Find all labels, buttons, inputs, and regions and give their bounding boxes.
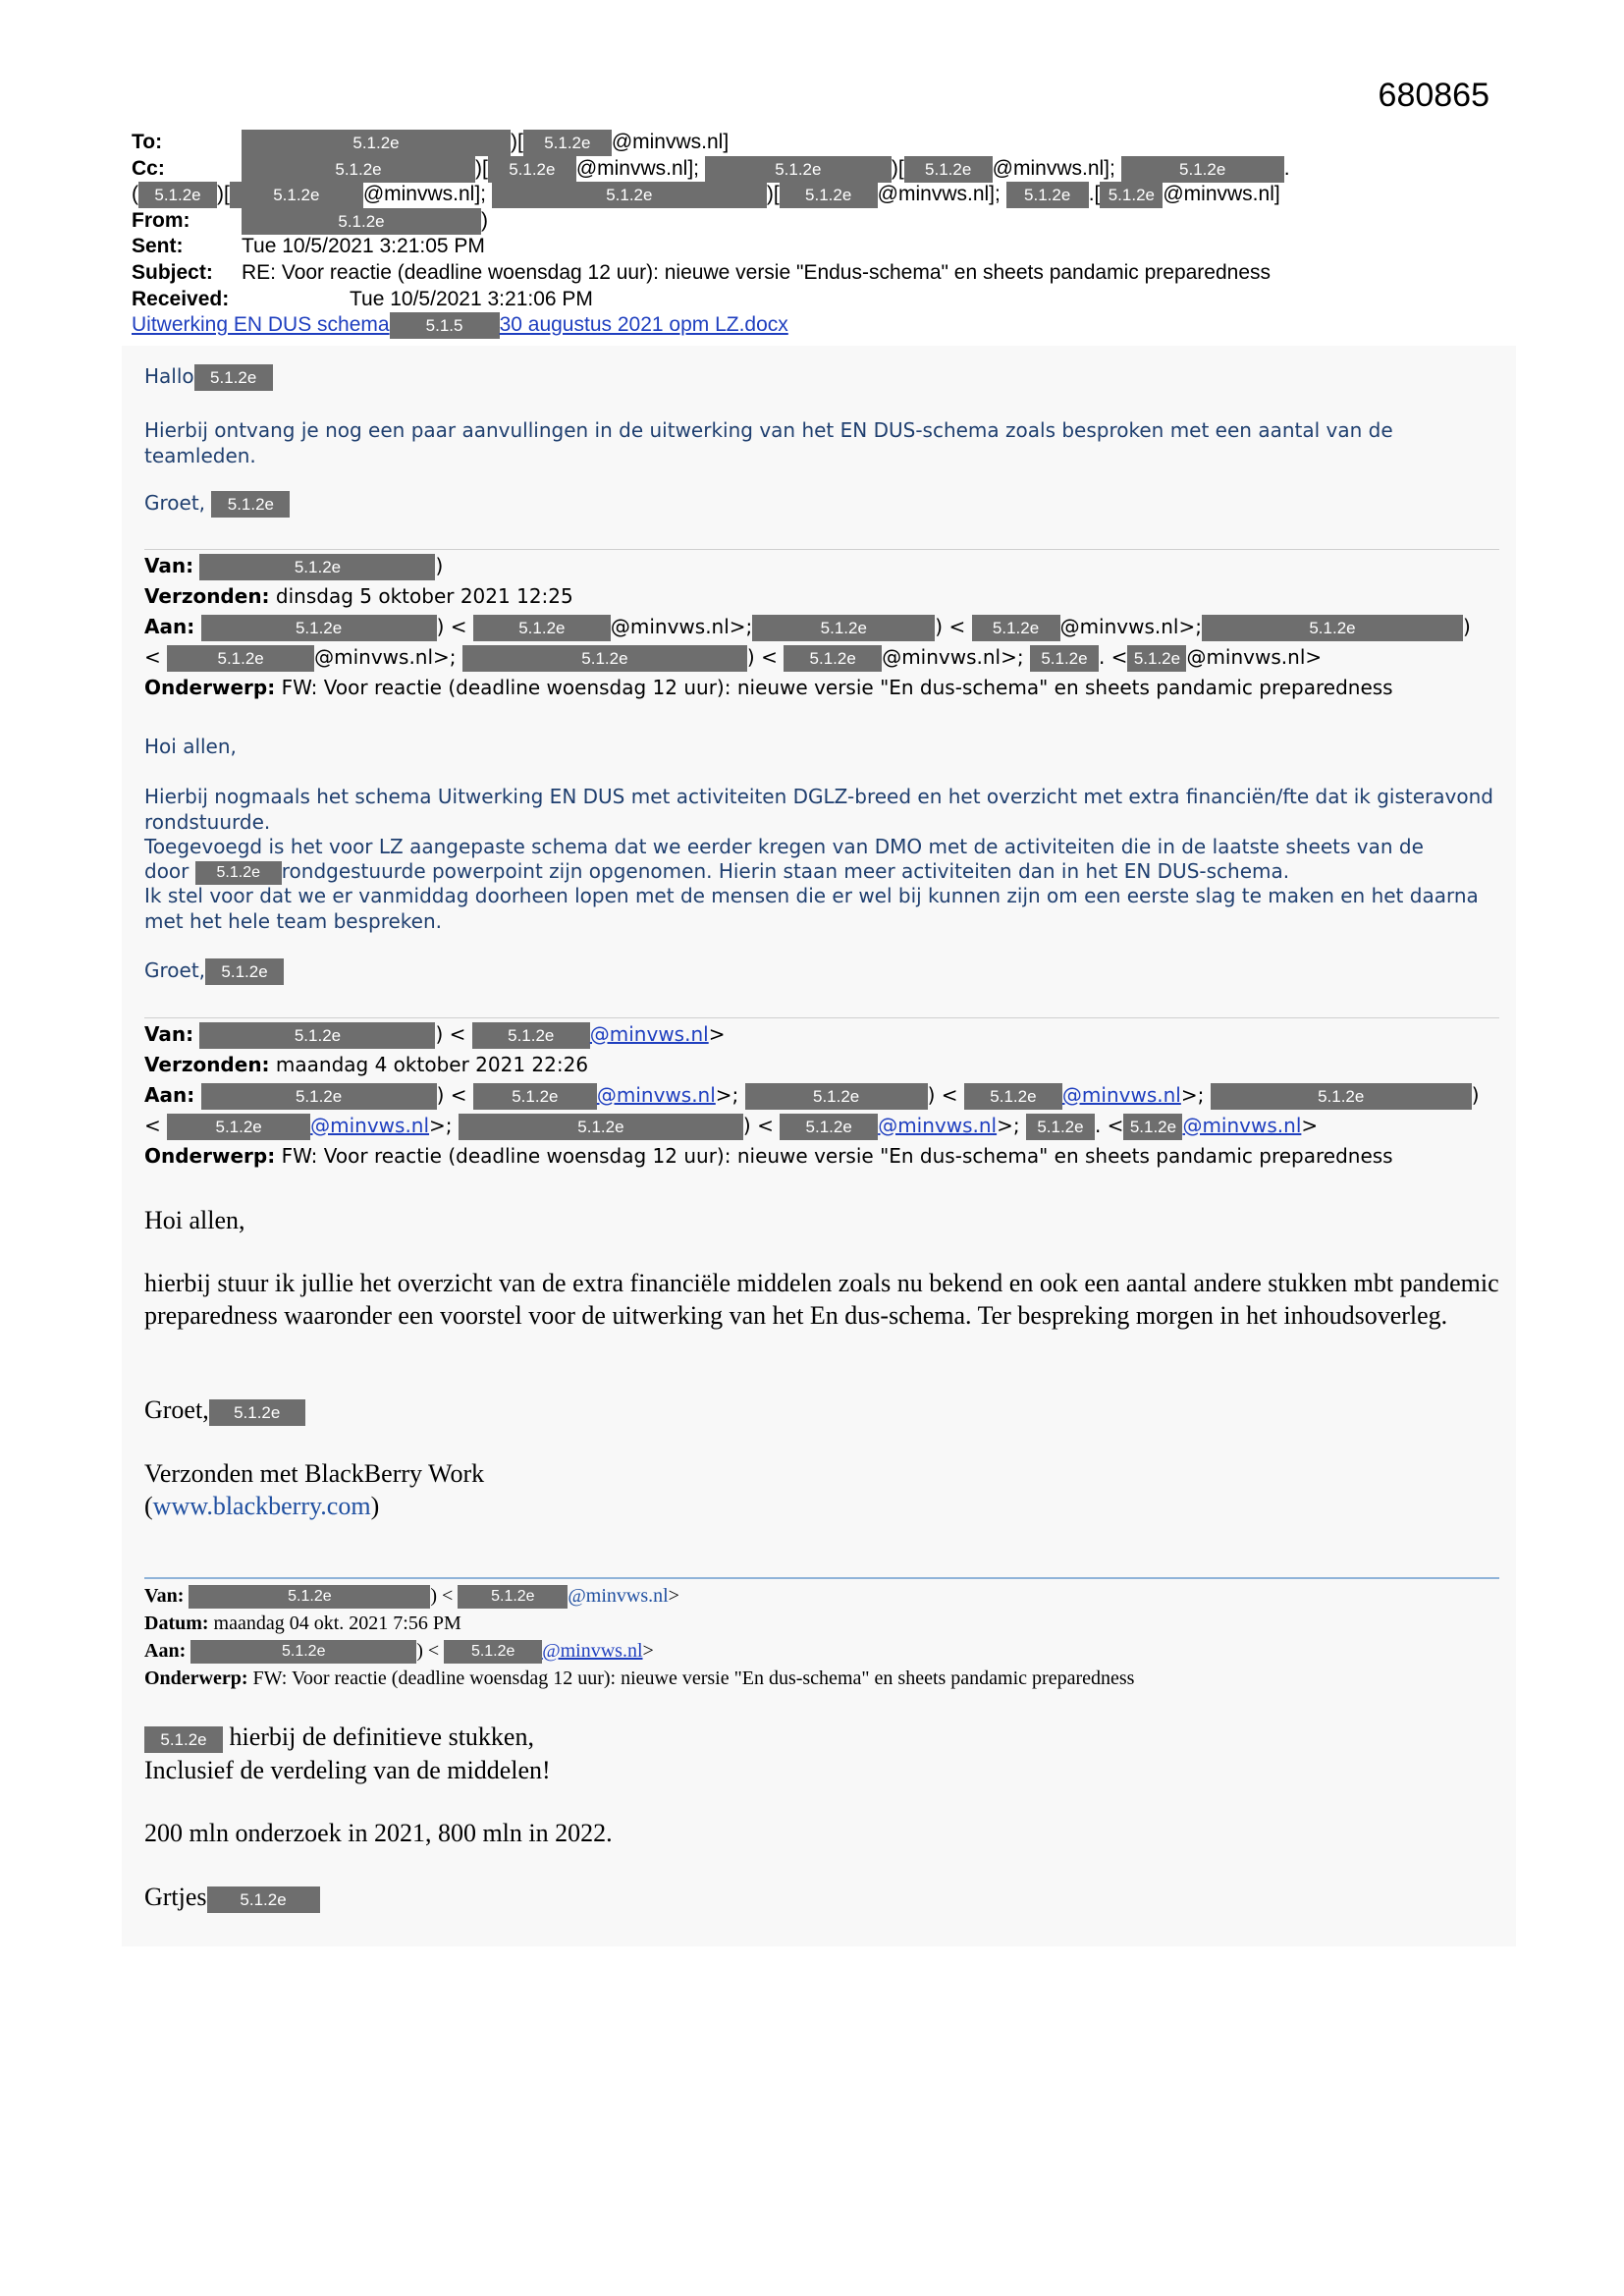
- redaction: 5.1.2e: [523, 130, 612, 156]
- attachment-link-end[interactable]: 30 augustus 2021 opm LZ.docx: [499, 313, 788, 337]
- cc-row-2: ( 5.1.2e )[ 5.1.2e @minvws.nl]; 5.1.2e )[ 5.1.2e @minvws.nl]; 5.1.2e .[ 5.1.2e @minvws.nl]: [132, 182, 1408, 208]
- msg4-date: maandag 04 okt. 2021 7:56 PM: [213, 1613, 461, 1634]
- from-row: From: 5.1.2e ): [132, 208, 1408, 235]
- redaction: 5.1.2e: [144, 1726, 223, 1753]
- cc-domain: @minvws.nl];: [362, 183, 486, 206]
- cc-row: Cc: 5.1.2e )[ 5.1.2e @minvws.nl]; 5.1.2e )[ 5.1.2e @minvws.nl]; 5.1.2e .: [132, 156, 1408, 183]
- msg4-subject: FW: Voor reactie (deadline woensdag 12 uur): nieuwe versie "En dus-schema" en sheets pandamic preparedness: [252, 1667, 1135, 1689]
- redaction: 5.1.2e: [211, 491, 290, 518]
- redaction: 5.1.2e: [784, 645, 882, 672]
- to-domain: @minvws.nl]: [611, 131, 730, 154]
- redaction: 5.1.2e: [201, 615, 437, 641]
- msg3-paragraph: hierbij stuur ik jullie het overzicht van de extra financiële middelen zoals nu bekend en ook een aantal andere stukken mbt pandemic preparedness waaronder een voorstel voor de uitwerking van het En dus-schema. Ter bespreking morgen in het inhoudsoverleg.: [144, 1269, 1499, 1330]
- redaction: 5.1.2e: [138, 182, 217, 208]
- redaction: 5.1.2e: [1006, 182, 1089, 208]
- msg2-paragraph: Toegevoegd is het voor LZ aangepaste schema dat we eerder kregen van DMO met de activiteiten die in de laatste sheets van de: [144, 835, 1424, 858]
- sent-row: [132, 234, 1408, 260]
- redaction: 5.1.2e: [167, 645, 314, 672]
- msg2-paragraph: Ik stel voor dat we er vanmiddag doorheen lopen met de mensen die er wel bij kunnen zijn om een eerste slag te maken en het daarna met het hele team bespreken.: [144, 884, 1479, 933]
- redaction: 5.1.2e: [195, 861, 282, 885]
- cc-label: Cc:: [132, 156, 165, 180]
- redaction: 5.1.2e: [189, 1585, 430, 1609]
- msg3-subject: FW: Voor reactie (deadline woensdag 12 uur): nieuwe versie "En dus-schema" en sheets pandamic preparedness: [281, 1144, 1393, 1168]
- msg1-closing: Groet, 5.1.2e: [144, 491, 1499, 518]
- redaction: 5.1.2e: [458, 1585, 568, 1609]
- blackberry-link[interactable]: www.blackberry.com: [152, 1492, 371, 1520]
- redaction: 5.1.2e: [780, 1114, 878, 1140]
- redaction: 5.1.2e: [205, 958, 284, 985]
- msg4-line: Inclusief de verdeling van de middelen!: [144, 1756, 551, 1784]
- cc-domain: @minvws.nl]: [1163, 183, 1280, 206]
- subject-row: [132, 260, 1408, 287]
- divider: [144, 1577, 1499, 1579]
- redaction: 5.1.2e: [1030, 645, 1099, 672]
- redaction: 5.1.2e: [230, 182, 363, 208]
- msg2-greeting: Hoi allen,: [144, 735, 237, 758]
- redaction: 5.1.2e: [242, 130, 511, 156]
- redaction: 5.1.2e: [201, 1083, 437, 1110]
- redaction: 5.1.2e: [473, 615, 611, 641]
- redaction: 5.1.2e: [194, 364, 273, 391]
- redaction: 5.1.2e: [242, 156, 475, 183]
- redaction: 5.1.2e: [1211, 1083, 1472, 1110]
- from-label: From:: [132, 208, 190, 232]
- msg4-line: 200 mln onderzoek in 2021, 800 mln in 2022.: [144, 1819, 613, 1847]
- redaction: 5.1.2e: [752, 615, 935, 641]
- sent-label: Sent:: [132, 235, 184, 258]
- msg2-date: dinsdag 5 oktober 2021 12:25: [275, 584, 573, 608]
- msg3-header: Van: 5.1.2e ) < 5.1.2e @minvws.nl> Verzonden: maandag 4 oktober 2021 22:26 Aan: 5.1.2e ) < 5.1.2e @minvws.nl>; 5.1.2e ) < 5.1.2e @minvws.nl>; 5.1.2e ) < 5.1.2e @minvws.nl>; 5.1.2e ) < 5.1.2e @minvws.nl>; 5.1.2e . < 5.1.2e @minvws.nl> Onderwerp: FW: Voor reactie (deadline woensdag 12 uur): nieuwe versie "En dus-schema" en sheets pandamic preparedness: [144, 1022, 1480, 1168]
- redaction: 5.1.2e: [972, 615, 1060, 641]
- redaction: 5.1.2e: [780, 182, 878, 208]
- email-header: [132, 130, 1408, 339]
- msg2-header: Van: 5.1.2e ) Verzonden: dinsdag 5 oktober 2021 12:25 Aan: 5.1.2e ) < 5.1.2e @minvws.nl>; 5.1.2e ) < 5.1.2e @minvws.nl>; 5.1.2e ) < 5.1.2e @minvws.nl>; 5.1.2e ) < 5.1.2e @minvws.nl>; 5.1.2e . < 5.1.2e @minvws.nl> Onderwerp: FW: Voor reactie (deadline woensdag 12 uur): nieuwe versie "En dus-schema" en sheets pandamic preparedness: [144, 554, 1471, 699]
- subject-value: RE: Voor reactie (deadline woensdag 12 uur): nieuwe versie "Endus-schema" en sheets pandamic preparedness: [242, 260, 1272, 284]
- redaction: 5.1.2e: [444, 1640, 542, 1664]
- msg3-closing: Groet, 5.1.2e: [144, 1394, 1499, 1426]
- redaction: 5.1.2e: [209, 1399, 305, 1426]
- msg3-date: maandag 4 oktober 2021 22:26: [275, 1053, 589, 1076]
- to-label: To:: [132, 131, 163, 154]
- msg4-header: Van: 5.1.2e ) < 5.1.2e @minvws.nl> Datum: maandag 04 okt. 2021 7:56 PM Aan: 5.1.2e ) < 5.1.2e @minvws.nl> Onderwerp: FW: Voor reactie (deadline woensdag 12 uur): nieuwe versie "En dus-schema" en sheets pandamic preparedness: [144, 1585, 1135, 1689]
- msg1-greeting: Hallo 5.1.2e: [144, 364, 1499, 391]
- redaction: 5.1.2e: [207, 1886, 320, 1913]
- redaction: 5.1.2e: [492, 182, 767, 208]
- redaction: 5.1.2e: [904, 156, 993, 183]
- redaction: 5.1.2e: [1127, 645, 1186, 672]
- redaction: 5.1.2e: [1123, 1114, 1182, 1140]
- msg3-signature: Verzonden met BlackBerry Work: [144, 1459, 485, 1488]
- msg3-url-line: (www.blackberry.com): [144, 1492, 380, 1520]
- redaction: 5.1.2e: [1202, 615, 1463, 641]
- divider: [144, 1017, 1499, 1018]
- msg4-closing: Grtjes 5.1.2e: [144, 1881, 1499, 1913]
- redaction: 5.1.2e: [473, 1083, 597, 1110]
- redaction: 5.1.2e: [242, 208, 481, 235]
- msg4-line: 5.1.2e hierbij de definitieve stukken,: [144, 1721, 1499, 1753]
- redaction: 5.1.2e: [459, 1114, 743, 1140]
- redaction: 5.1.2e: [705, 156, 892, 183]
- redaction: 5.1.5: [390, 312, 500, 339]
- cc-domain: @minvws.nl];: [575, 156, 699, 180]
- redaction: 5.1.2e: [964, 1083, 1062, 1110]
- msg1-body: Hierbij ontvang je nog een paar aanvullingen in de uitwerking van het EN DUS-schema zoals besproken met een aantal van de teamleden.: [144, 418, 1393, 467]
- redaction: 5.1.2e: [190, 1640, 416, 1664]
- document-id: 680865: [1378, 77, 1489, 114]
- attachment-row: [132, 312, 1408, 339]
- cc-domain: @minvws.nl];: [877, 183, 1001, 206]
- received-value: Tue 10/5/2021 3:21:06 PM: [350, 287, 593, 310]
- redaction: 5.1.2e: [1121, 156, 1284, 183]
- attachment-link[interactable]: Uitwerking EN DUS schema: [132, 313, 390, 337]
- msg2-paragraph: door 5.1.2e rondgestuurde powerpoint zijn opgenomen. Hierin staan meer activiteiten dan in het EN DUS-schema.: [144, 859, 1290, 883]
- redaction: 5.1.2e: [472, 1022, 590, 1049]
- subject-label: Subject:: [132, 260, 213, 284]
- redaction: 5.1.2e: [462, 645, 747, 672]
- msg3-greeting: Hoi allen,: [144, 1206, 245, 1234]
- redaction: 5.1.2e: [199, 1022, 435, 1049]
- sent-value: Tue 10/5/2021 3:21:05 PM: [242, 235, 485, 258]
- redaction: 5.1.2e: [1026, 1114, 1095, 1140]
- redaction: 5.1.2e: [745, 1083, 928, 1110]
- to-row: To: 5.1.2e )[ 5.1.2e @minvws.nl]: [132, 130, 1408, 156]
- received-row: [132, 287, 1408, 313]
- msg2-closing: Groet, 5.1.2e: [144, 958, 1499, 985]
- received-label: Received:: [132, 287, 230, 310]
- redaction: 5.1.2e: [488, 156, 576, 183]
- redaction: 5.1.2e: [167, 1114, 310, 1140]
- divider: [144, 549, 1499, 550]
- msg2-paragraph: Hierbij nogmaals het schema Uitwerking EN DUS met activiteiten DGLZ-breed en het overzicht met extra financiën/fte dat ik gisteravond rondstuurde.: [144, 785, 1493, 834]
- redaction: 5.1.2e: [1100, 182, 1163, 208]
- msg2-subject: FW: Voor reactie (deadline woensdag 12 uur): nieuwe versie "En dus-schema" en sheets pandamic preparedness: [281, 676, 1393, 699]
- redaction: 5.1.2e: [199, 554, 435, 580]
- cc-domain: @minvws.nl];: [992, 156, 1115, 180]
